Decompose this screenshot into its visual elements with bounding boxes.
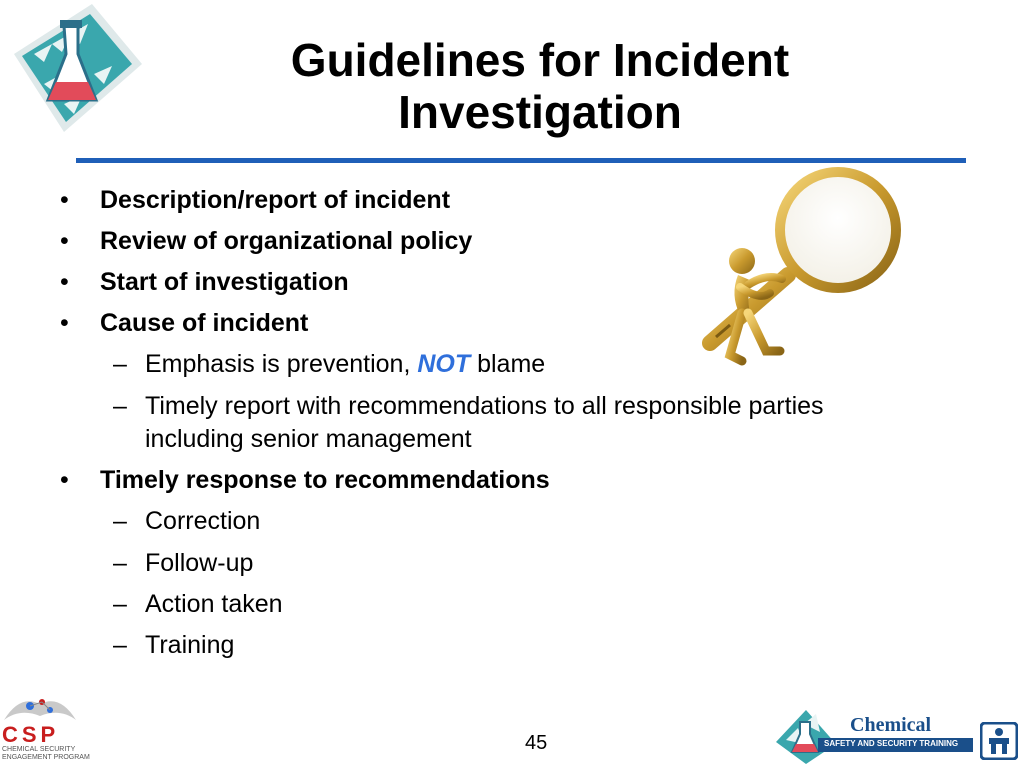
sub-bullet-action-taken: Action taken: [145, 590, 283, 618]
sub-bullet-training: Training: [145, 631, 235, 659]
bullet-start-investigation: Start of investigation: [100, 268, 349, 296]
title-line-1: Guidelines for Incident: [290, 34, 790, 86]
bullet-timely-response: Timely response to recommendations: [100, 466, 550, 494]
sub-bullet-follow-up: Follow-up: [145, 549, 254, 577]
bullet-marker: •: [60, 466, 69, 494]
chemical-banner-title: Chemical: [850, 714, 932, 736]
title-line-2: Investigation: [398, 86, 682, 138]
title-underline: [76, 158, 966, 163]
magnifying-glass-figure-icon: [690, 165, 910, 385]
sub-bullet-dash: –: [113, 350, 127, 378]
csp-sub-line-2: ENGAGEMENT PROGRAM: [2, 754, 90, 761]
sub-bullet-dash: –: [113, 549, 127, 577]
sub-bullet-dash: –: [113, 631, 127, 659]
emphasis-prefix: Emphasis is prevention,: [145, 350, 411, 378]
sub-bullet-timely-report-line-2: including senior management: [145, 425, 472, 453]
sub-bullet-dash: –: [113, 507, 127, 535]
sandia-logo-icon: [980, 722, 1018, 760]
csp-logo-text: CSP: [2, 722, 60, 747]
slide-title: [180, 34, 900, 138]
emphasis-not: NOT: [417, 350, 471, 378]
bullet-review-policy: Review of organizational policy: [100, 227, 473, 255]
chemical-banner-subtitle: SAFETY AND SECURITY TRAINING: [824, 739, 959, 748]
sub-bullet-timely-report-line-1: Timely report with recommendations to all responsible parties: [145, 392, 824, 420]
csp-logo-subtitle: [2, 746, 90, 762]
sub-bullet-emphasis: [145, 350, 545, 379]
bullet-marker: •: [60, 186, 69, 214]
csp-sub-line-1: CHEMICAL SECURITY: [2, 746, 76, 753]
bullet-marker: •: [60, 268, 69, 296]
page-number: 45: [525, 732, 548, 754]
sub-bullet-dash: –: [113, 590, 127, 618]
chemistry-flask-logo-icon: [4, 4, 142, 132]
bullet-description-report: Description/report of incident: [100, 186, 451, 214]
sub-bullet-correction: Correction: [145, 507, 261, 535]
emphasis-suffix: blame: [477, 350, 546, 378]
bullet-marker: •: [60, 227, 69, 255]
bullet-marker: •: [60, 309, 69, 337]
sub-bullet-dash: –: [113, 392, 127, 420]
bullet-cause-of-incident: Cause of incident: [100, 309, 309, 337]
